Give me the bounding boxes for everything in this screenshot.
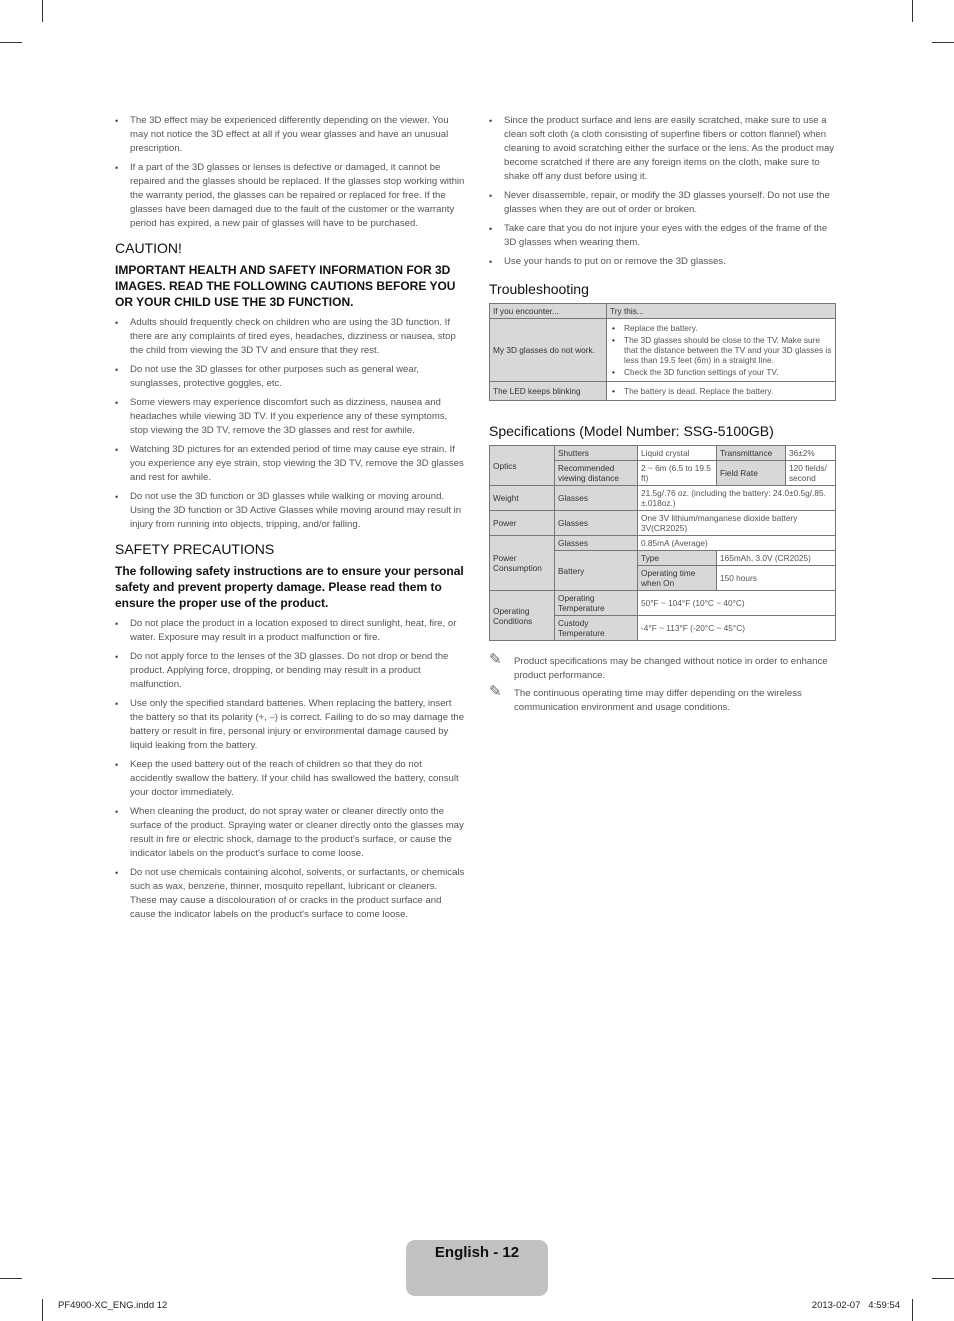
footer-filename: PF4900-XC_ENG.indd 12: [58, 1300, 168, 1311]
left-column: [115, 114, 465, 927]
pencil-icon: ✎: [489, 651, 502, 668]
table-row: [490, 591, 836, 616]
list-item: • Do not place the product in a location exposed to direct sunlight, heat, fire, or water. Exposure may result in a product malfunction or fire.: [115, 617, 465, 645]
crop-mark: [42, 1299, 43, 1321]
crop-mark: [0, 1278, 22, 1279]
list-item: • The 3D effect may be experienced differently depending on the viewer. You may not notice the 3D effect at all if you wear glasses and have an unusual prescription.: [115, 114, 465, 156]
crop-mark: [912, 1299, 913, 1321]
page-number: English - 12: [434, 1244, 520, 1261]
caution-heading: CAUTION!: [115, 240, 182, 256]
caution-lead: IMPORTANT HEALTH AND SAFETY INFORMATION FOR 3D IMAGES. READ THE FOLLOWING CAUTIONS BEFORE YOU OR YOUR CHILD USE THE 3D FUNCTION.: [115, 263, 456, 309]
list-item: • Do not use chemicals containing alcohol, solvents, or surfactants, or chemicals such as wax, benzene, thinner, mosquito repellant, lubricant or cleaners. These may cause a discolouration of or cracks in the product surface and cause the indicator labels on the product's surface to come loose.: [115, 866, 465, 922]
solution-cell: [607, 319, 836, 382]
safety-bullet-list: [115, 617, 465, 922]
spec-value: 165mAh, 3.0V (CR2025): [717, 551, 836, 566]
list-item: • Keep the used battery out of the reach of children so that they do not accidently swallow the battery. If your child has swallowed the battery, consult your doctor immediately.: [115, 758, 465, 800]
spec-category: Optics: [490, 446, 555, 486]
list-item: • The battery is dead. Replace the battery.: [610, 386, 832, 396]
spec-value: 150 hours: [717, 566, 836, 591]
spec-value: 36±2%: [786, 446, 836, 461]
column-header: Try this...: [607, 304, 836, 319]
list-item: • Do not use the 3D function or 3D glasses while walking or moving around. Using the 3D function or 3D Active Glasses while moving around may result in injury from running into objects, tripping, and/or falling.: [115, 490, 465, 532]
spec-label: Field Rate: [717, 461, 786, 486]
table-row: [490, 486, 836, 511]
spec-value: 0.85mA (Average): [638, 536, 836, 551]
list-item: • Adults should frequently check on children who are using the 3D function. If there are any complaints of tired eyes, headaches, dizziness or nausea, stop the child from viewing the 3D TV and ensure that they rest.: [115, 316, 465, 358]
spec-label: Transmittance: [717, 446, 786, 461]
crop-mark: [932, 42, 954, 43]
specifications-heading: Specifications (Model Number: SSG-5100GB): [489, 423, 774, 439]
spec-label: Operating Temperature: [555, 591, 638, 616]
note-text: The continuous operating time may differ depending on the wireless communication environment and usage conditions.: [514, 688, 802, 713]
list-item: • Do not use the 3D glasses for other purposes such as general wear, sunglasses, protective goggles, etc.: [115, 363, 465, 391]
spec-label: Recommended viewing distance: [555, 461, 638, 486]
crop-mark: [42, 0, 43, 22]
table-header-row: [490, 304, 836, 319]
safety-lead: The following safety instructions are to ensure your personal safety and prevent property damage. Please read them to ensure the proper use of the product.: [115, 564, 464, 610]
column-header: If you encounter...: [490, 304, 607, 319]
footer-timestamp: 2013-02-07 4:59:54: [811, 1300, 900, 1311]
spec-category: Power: [490, 511, 555, 536]
spec-value: 120 fields/ second: [786, 461, 836, 486]
list-item: • Check the 3D function settings of your TV.: [610, 367, 832, 377]
troubleshooting-heading: Troubleshooting: [489, 281, 589, 297]
solution-cell: [607, 382, 836, 401]
note: [489, 683, 837, 715]
spec-category: Power Consumption: [490, 536, 555, 591]
list-item: • Do not apply force to the lenses of the 3D glasses. Do not drop or bend the product. Applying force, dropping, or bending may result in a product malfunction.: [115, 650, 465, 692]
list-item: • Watching 3D pictures for an extended period of time may cause eye strain. If you experience any eye strain, stop viewing the 3D TV, remove the 3D glasses and rest for awhile.: [115, 443, 465, 485]
spec-value: One 3V lithium/manganese dioxide battery 3V(CR2025): [638, 511, 836, 536]
note-text: Product specifications may be changed without notice in order to enhance product performance.: [514, 656, 828, 681]
list-item: • Replace the battery.: [610, 323, 832, 333]
list-item: • The 3D glasses should be close to the TV. Make sure that the distance between the TV and your 3D glasses is less than 19.5 feet (6m) in a straight line.: [610, 335, 832, 365]
spec-value: 21.5g/.76 oz. (including the battery: 24.0±0.5g/.85.±.018oz.): [638, 486, 836, 511]
spec-value: Liquid crystal: [638, 446, 717, 461]
intro-bullet-list: [115, 114, 465, 231]
safety-heading: SAFETY PRECAUTIONS: [115, 541, 275, 557]
spec-value: 50°F ~ 104°F (10°C ~ 40°C): [638, 591, 836, 616]
note: [489, 651, 837, 683]
spec-category: Operating Conditions: [490, 591, 555, 641]
list-item: • Some viewers may experience discomfort such as dizziness, nausea and headaches while viewing 3D TV. If you experience any of these symptoms, stop viewing the 3D TV, remove the 3D glasses and rest for awhile.: [115, 396, 465, 438]
spec-label: Battery: [555, 551, 638, 591]
care-bullet-list: [489, 114, 837, 269]
table-row: [490, 319, 836, 382]
table-row: [490, 382, 836, 401]
spec-label: Custody Temperature: [555, 616, 638, 641]
caution-bullet-list: [115, 316, 465, 532]
table-row: [490, 511, 836, 536]
specifications-table: [489, 445, 836, 641]
spec-label: Type: [638, 551, 717, 566]
list-item: • Take care that you do not injure your eyes with the edges of the frame of the 3D glasses when wearing them.: [489, 222, 837, 250]
list-item: • Never disassemble, repair, or modify the 3D glasses yourself. Do not use the glasses when they are out of order or broken.: [489, 189, 837, 217]
crop-mark: [912, 0, 913, 22]
list-item: • Since the product surface and lens are easily scratched, make sure to use a clean soft cloth (a cloth consisting of superfine fibers or cotton flannel) when cleaning to avoid scratching either the surface or the lens. As the product may become scratched if there are any foreign items on the cloth, make sure to shake off any dust before using it.: [489, 114, 837, 184]
table-row: [490, 446, 836, 461]
troubleshooting-table: [489, 303, 836, 401]
spec-label: Glasses: [555, 511, 638, 536]
problem-cell: My 3D glasses do not work.: [490, 319, 607, 382]
spec-label: Glasses: [555, 486, 638, 511]
problem-cell: The LED keeps blinking: [490, 382, 607, 401]
table-row: [490, 536, 836, 551]
spec-label: Shutters: [555, 446, 638, 461]
spec-label: Operating time when On: [638, 566, 717, 591]
list-item: • When cleaning the product, do not spray water or cleaner directly onto the surface of the product. Spraying water or cleaner directly onto the glasses may result in fire or electric shock, damage to the product's surface, or cause the indicator labels on the product's surface to come loose.: [115, 805, 465, 861]
list-item: • If a part of the 3D glasses or lenses is defective or damaged, it cannot be repaired and the glasses should be replaced. If the glasses stop working within the warranty period, the glasses can be repaired or replaced for free. If the glasses have been damaged due to the fault of the customer or the warranty period has expired, a new pair of glasses will have to be purchased.: [115, 161, 465, 231]
spec-value: 2 ~ 6m (6.5 to 19.5 ft): [638, 461, 717, 486]
spec-value: -4°F ~ 113°F (-20°C ~ 45°C): [638, 616, 836, 641]
pencil-icon: ✎: [489, 683, 502, 700]
spec-category: Weight: [490, 486, 555, 511]
list-item: • Use your hands to put on or remove the 3D glasses.: [489, 255, 837, 269]
crop-mark: [0, 42, 22, 43]
spec-label: Glasses: [555, 536, 638, 551]
list-item: • Use only the specified standard batteries. When replacing the battery, insert the battery so that its polarity (+, –) is correct. Failing to do so may damage the battery or result in fire, personal injury or environmental damage caused by liquid leaking from the battery.: [115, 697, 465, 753]
notes: [489, 651, 837, 715]
right-column: [489, 114, 837, 719]
crop-mark: [932, 1278, 954, 1279]
